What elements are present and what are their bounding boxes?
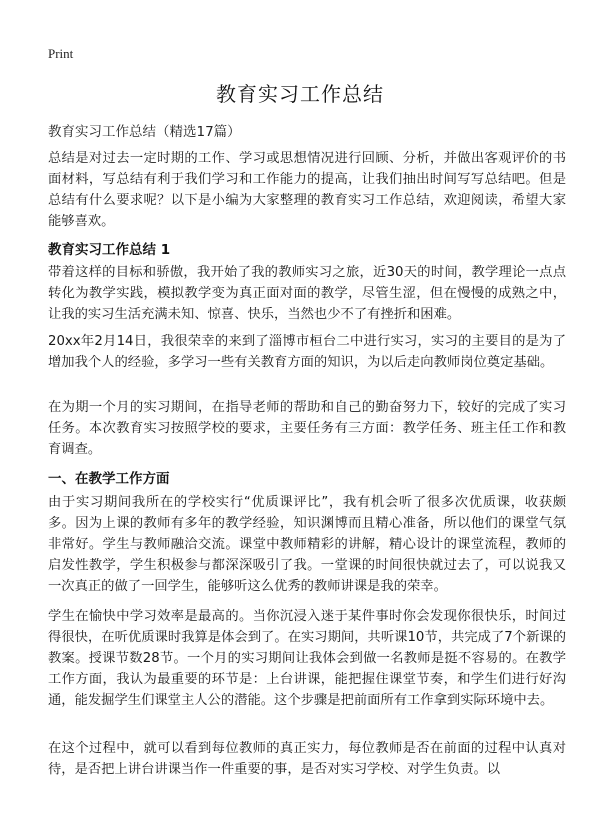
paragraph: 20xx年2月14日，我很荣幸的来到了淄博市桓台二中进行实习，实习的主要目的是为了增加我个人的经验，多学习一些有关教育方面的知识，为以后走向教师岗位奠定基础。 [48,334,566,370]
intro-paragraph: 总结是对过去一定时期的工作、学习或思想情况进行回顾、分析，并做出客观评价的书面材料，写总结有利于我们学习和工作能力的提高，让我们抽出时间写写总结吧。但是总结有什么要求呢？以下是小编为大家整理的教育实习工作总结，欢迎阅读，希望大家能够喜欢。 [48,151,566,229]
subsection-heading: 一、在教学工作方面 [48,471,170,487]
paragraph: 带着这样的目标和骄傲，我开始了我的教师实习之旅，近30天的时间，教学理论一点点转化为教学实践，模拟教学变为真正面对面的教学，尽管生涩，但在慢慢的成熟之中，让我的实习生活充满未知、惊喜、快乐，当然也少不了有挫折和困难。 [48,265,566,322]
section-heading: 教育实习工作总结 1 [48,242,171,258]
document-subtitle: 教育实习工作总结（精选17篇） [48,124,241,140]
paragraph: 学生在愉快中学习效率是最高的。当你沉浸入迷于某件事时你会发现你很快乐，时间过得很快，在听优质课时我算是体会到了。在实习期间，共听课10节，共完成了7个新课的教案。授课节数28节。一个月的实习期间让我体会到做一名教师是挺不容易的。在教学工作方面，我认为最重要的环节是：上台讲课，能把握住课堂节奏，和学生们进行好沟通，能发掘学生们课堂主人公的潜能。这个步骤是把前面所有工作拿到实际环境中去。 [48,609,566,708]
document-title: 教育实习工作总结 [216,82,384,106]
paragraph: 在为期一个月的实习期间，在指导老师的帮助和自己的勤奋努力下，较好的完成了实习任务。本次教育实习按照学校的要求，主要任务有三方面：教学任务、班主任工作和教育调查。 [48,400,566,457]
paragraph: 在这个过程中，就可以看到每位教师的真正实力，每位教师是否在前面的过程中认真对待，是否把上讲台讲课当作一件重要的事，是否对实习学校、对学生负责。以 [48,741,566,777]
paragraph: 由于实习期间我所在的学校实行“优质课评比”，我有机会听了很多次优质课，收获颇多。因为上课的教师有多年的教学经验，知识渊博而且精心准备，所以他们的课堂气氛非常好。学生与教师融洽交流。课堂中教师精彩的讲解，精心设计的课堂流程，教师的启发性教学，学生积极参与都深深吸引了我。一堂课的时间很快就过去了，可以说我又一次真正的做了一回学生，能够听这么优秀的教师讲课是我的荣幸。 [48,495,566,594]
print-label[interactable]: Print [48,46,74,61]
